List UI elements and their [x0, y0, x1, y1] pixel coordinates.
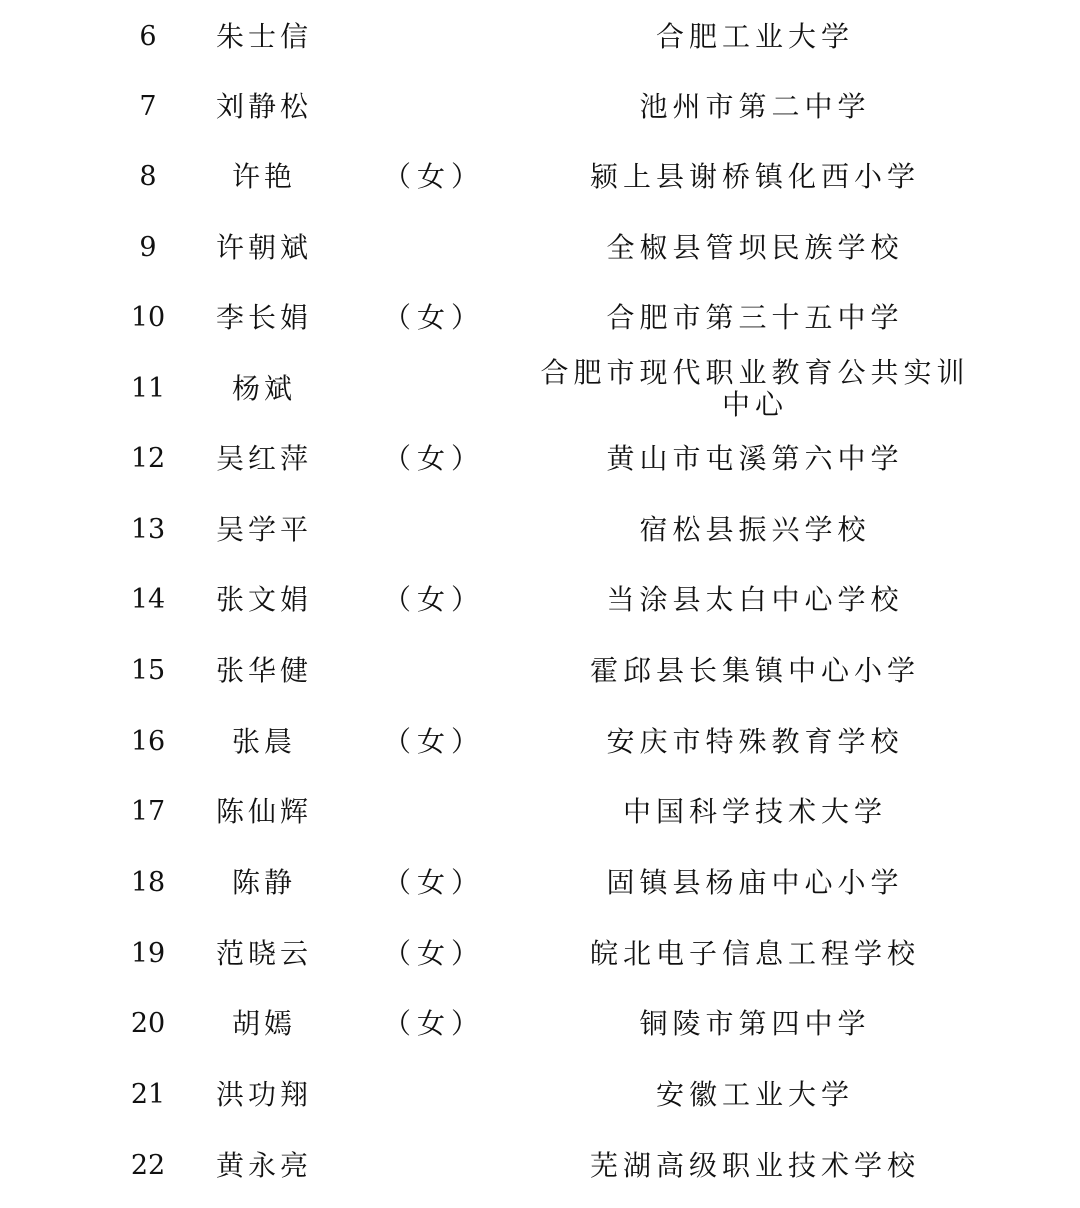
roster-row	[0, 707, 1080, 777]
roster-row	[0, 989, 1080, 1059]
roster-row	[0, 213, 1080, 283]
roster-row	[0, 142, 1080, 212]
person-name: 吴学平	[215, 513, 312, 546]
school-name: 皖北电子信息工程学校	[589, 937, 920, 970]
row-number: 17	[130, 796, 166, 827]
row-number: 12	[130, 443, 166, 474]
school-name: 合肥市现代职业教育公共实训中心	[540, 356, 970, 421]
person-name: 杨斌	[231, 372, 296, 405]
person-name: 胡嫣	[231, 1007, 296, 1040]
gender-note	[388, 354, 480, 424]
school-name: 安徽工业大学	[655, 1078, 854, 1111]
person-name: 张晨	[231, 725, 296, 758]
school-name: 铜陵市第四中学	[639, 1007, 871, 1040]
person-name: 洪功翔	[215, 1078, 312, 1111]
school-name: 固镇县杨庙中心小学	[606, 866, 904, 899]
school-name: 颍上县谢桥镇化西小学	[589, 160, 920, 193]
roster-row	[0, 636, 1080, 706]
roster-row	[0, 283, 1080, 353]
gender-note: （女）	[383, 301, 486, 334]
row-number: 16	[130, 726, 166, 757]
person-name: 许朝斌	[215, 231, 312, 264]
gender-note	[388, 72, 480, 142]
roster-row	[0, 848, 1080, 918]
school-name: 霍邱县长集镇中心小学	[589, 654, 920, 687]
roster-row	[0, 1060, 1080, 1130]
gender-note: （女）	[383, 866, 486, 899]
person-name: 张文娟	[215, 583, 312, 616]
person-name: 李长娟	[215, 301, 312, 334]
roster-row	[0, 919, 1080, 989]
roster-row	[0, 495, 1080, 565]
row-number: 19	[130, 938, 166, 969]
row-number: 13	[130, 514, 166, 545]
person-name: 刘静松	[215, 90, 312, 123]
school-name: 宿松县振兴学校	[639, 513, 871, 546]
person-name: 吴红萍	[215, 442, 312, 475]
row-number: 18	[130, 867, 166, 898]
gender-note	[388, 777, 480, 847]
school-name: 合肥市第三十五中学	[606, 301, 904, 334]
person-name: 陈静	[231, 866, 296, 899]
row-number: 10	[130, 302, 166, 333]
school-name: 黄山市屯溪第六中学	[606, 442, 904, 475]
person-name: 陈仙辉	[215, 795, 312, 828]
school-name: 合肥工业大学	[655, 20, 854, 53]
gender-note: （女）	[383, 583, 486, 616]
school-name: 池州市第二中学	[639, 90, 871, 123]
gender-note: （女）	[383, 160, 486, 193]
row-number: 7	[139, 91, 157, 122]
row-number: 15	[130, 655, 166, 686]
gender-note	[388, 1060, 480, 1130]
person-name: 朱士信	[215, 20, 312, 53]
person-name: 许艳	[231, 160, 296, 193]
gender-note: （女）	[383, 1007, 486, 1040]
person-name: 张华健	[215, 654, 312, 687]
gender-note	[388, 2, 480, 72]
gender-note: （女）	[383, 725, 486, 758]
gender-note	[388, 495, 480, 565]
person-name: 范晓云	[215, 937, 312, 970]
row-number: 21	[130, 1079, 166, 1110]
roster-row	[0, 565, 1080, 635]
roster-row	[0, 354, 1080, 424]
row-number: 8	[139, 161, 157, 192]
gender-note	[388, 1131, 480, 1201]
roster-row	[0, 1131, 1080, 1201]
row-number: 20	[130, 1008, 166, 1039]
roster-row	[0, 777, 1080, 847]
gender-note: （女）	[383, 442, 486, 475]
roster-row	[0, 424, 1080, 494]
roster-row	[0, 72, 1080, 142]
row-number: 11	[130, 373, 166, 404]
person-name: 黄永亮	[215, 1149, 312, 1182]
row-number: 14	[130, 584, 166, 615]
school-name: 芜湖高级职业技术学校	[589, 1149, 920, 1182]
row-number: 6	[139, 21, 157, 52]
gender-note: （女）	[383, 937, 486, 970]
school-name: 中国科学技术大学	[622, 795, 887, 828]
gender-note	[388, 636, 480, 706]
school-name: 全椒县管坝民族学校	[606, 231, 904, 264]
school-name: 安庆市特殊教育学校	[606, 725, 904, 758]
row-number: 22	[130, 1150, 166, 1181]
roster-row	[0, 2, 1080, 72]
row-number: 9	[139, 232, 157, 263]
school-name: 当涂县太白中心学校	[606, 583, 904, 616]
gender-note	[388, 213, 480, 283]
